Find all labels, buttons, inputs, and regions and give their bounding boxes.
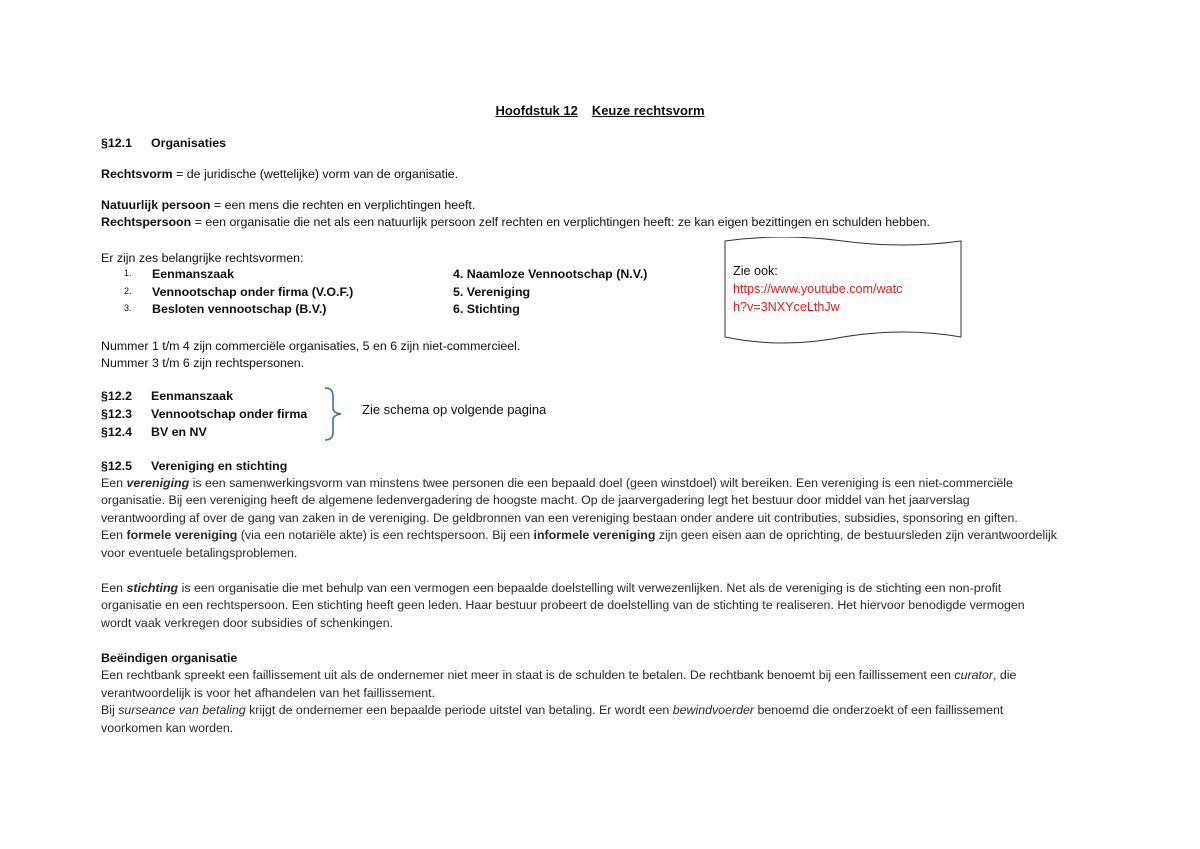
youtube-link-continued[interactable]: h?v=3NXYceLthJw — [733, 300, 840, 314]
section-12-1-heading — [101, 135, 226, 152]
paragraph-line — [101, 580, 1001, 597]
text: (via een notariële akte) is een rechtspersoon. Bij een — [237, 528, 534, 542]
paragraph-line: wordt vaak verkregen door subsidies of schenkingen. — [101, 616, 394, 630]
text: Bij — [101, 703, 119, 717]
text: is een organisatie die met behulp van een vermogen een bepaalde doelstelling wilt verwezenlijken. Net als de vereniging is de stichting een non-profit — [178, 581, 1002, 595]
summary-commercial: Nummer 1 t/m 4 zijn commerciële organisaties, 5 en 6 zijn niet-commercieel. — [101, 339, 521, 353]
paragraph-line — [101, 667, 1016, 684]
section-title: Vennootschap onder firma — [151, 407, 308, 421]
text: , die — [992, 668, 1017, 682]
term: Rechtspersoon — [101, 215, 192, 229]
text: benoemd die onderzoekt of een faillissement — [754, 703, 1004, 717]
list-item: Eenmanszaak — [152, 267, 234, 281]
forms-intro: Er zijn zes belangrijke rechtsvormen: — [101, 251, 304, 265]
emphasis: informele vereniging — [533, 528, 656, 542]
callout-text — [733, 262, 902, 316]
page-title — [0, 103, 1200, 118]
schema-note: Zie schema op volgende pagina — [362, 402, 547, 417]
paragraph-line — [101, 475, 1013, 492]
see-also-callout — [723, 237, 963, 352]
text: Een rechtbank spreekt een faillissement uit als de ondernemer niet meer in staat is de schulden te betalen. De rechtbank benoemt bij een faillissement een — [101, 668, 955, 682]
section-number: §12.1 — [101, 136, 133, 150]
text: zijn geen eisen aan de oprichting, de bestuursleden zijn verantwoordelijk — [655, 528, 1057, 542]
paragraph-line: voorkomen kan worden. — [101, 721, 234, 735]
rechtsvorm-definition — [101, 166, 458, 183]
list-item: 5. Vereniging — [453, 285, 531, 299]
rechtspersoon-definition — [101, 214, 930, 231]
section-number: §12.5 — [101, 459, 133, 473]
term: Natuurlijk persoon — [101, 198, 211, 212]
section-12-4-heading — [101, 424, 207, 441]
section-number: §12.3 — [101, 407, 133, 421]
chapter-topic: Keuze rechtsvorm — [591, 103, 705, 118]
section-12-3-heading — [101, 406, 307, 423]
emphasis: surseance van betaling — [118, 703, 246, 717]
emphasis: vereniging — [126, 476, 190, 490]
paragraph-line: organisatie. Bij een vereniging heeft de algemene ledenvergadering de hoogste macht. Op de jaarvergadering legt het bestuur door middel van het jaarverslag — [101, 493, 970, 507]
text: is een samenwerkingsvorm van minstens twee personen die een bepaald doel (geen winstdoel) wilt bereiken. Een vereniging is een niet-commerciële — [189, 476, 1013, 490]
chapter-number: Hoofdstuk 12 — [495, 103, 578, 118]
section-12-5-heading — [101, 458, 287, 475]
paragraph-line: verantwoording af over de gang van zaken in de vereniging. De geldbronnen van een vereniging bestaan onder andere uit contributies, subsidies, sponsoring en giften. — [101, 511, 1018, 525]
emphasis: formele vereniging — [126, 528, 238, 542]
right-brace-icon — [323, 386, 353, 442]
paragraph-line: voor eventuele betalingsproblemen. — [101, 546, 298, 560]
definition: = de juridische (wettelijke) vorm van de organisatie. — [172, 167, 459, 181]
text: krijgt de ondernemer een bepaalde periode uitstel van betaling. Er wordt een — [245, 703, 673, 717]
paragraph-line — [101, 702, 1003, 719]
paragraph-line: verantwoordelijk is voor het afhandelen van het faillissement. — [101, 686, 436, 700]
list-number: 2. — [124, 286, 132, 296]
list-item: 6. Stichting — [453, 302, 520, 316]
list-item: Besloten vennootschap (B.V.) — [152, 302, 327, 316]
emphasis: curator — [954, 668, 993, 682]
youtube-link[interactable]: https://www.youtube.com/watc — [733, 282, 903, 296]
text: Een — [101, 581, 127, 595]
list-number: 3. — [124, 303, 132, 313]
list-item: 4. Naamloze Vennootschap (N.V.) — [453, 267, 648, 281]
section-title: BV en NV — [151, 425, 207, 439]
section-title: Organisaties — [151, 136, 227, 150]
summary-rechtspersonen: Nummer 3 t/m 6 zijn rechtspersonen. — [101, 356, 305, 370]
list-number: 1. — [124, 268, 132, 278]
callout-label: Zie ook: — [733, 264, 778, 278]
emphasis: stichting — [126, 581, 179, 595]
emphasis: bewindvoerder — [672, 703, 754, 717]
paragraph-line: organisatie en een rechtspersoon. Een stichting heeft geen leden. Haar bestuur probeert de doelstelling van de stichting te realiseren. Het hiervoor benodigde vermogen — [101, 598, 1025, 612]
paragraph-line — [101, 527, 1057, 544]
definition: = een mens die rechten en verplichtingen heeft. — [210, 198, 476, 212]
text: Een — [101, 476, 127, 490]
list-item: Vennootschap onder firma (V.O.F.) — [152, 285, 354, 299]
text: Een — [101, 528, 127, 542]
section-12-2-heading — [101, 388, 233, 405]
section-title: Eenmanszaak — [151, 389, 233, 403]
natuurlijk-persoon-definition — [101, 197, 475, 214]
beeindigen-heading: Beëindigen organisatie — [101, 651, 238, 665]
term: Rechtsvorm — [101, 167, 173, 181]
section-number: §12.4 — [101, 425, 133, 439]
definition: = een organisatie die net als een natuurlijk persoon zelf rechten en verplichtingen heeft: ze kan eigen bezittingen en schulden hebben. — [191, 215, 930, 229]
section-number: §12.2 — [101, 389, 133, 403]
section-title: Vereniging en stichting — [151, 459, 288, 473]
